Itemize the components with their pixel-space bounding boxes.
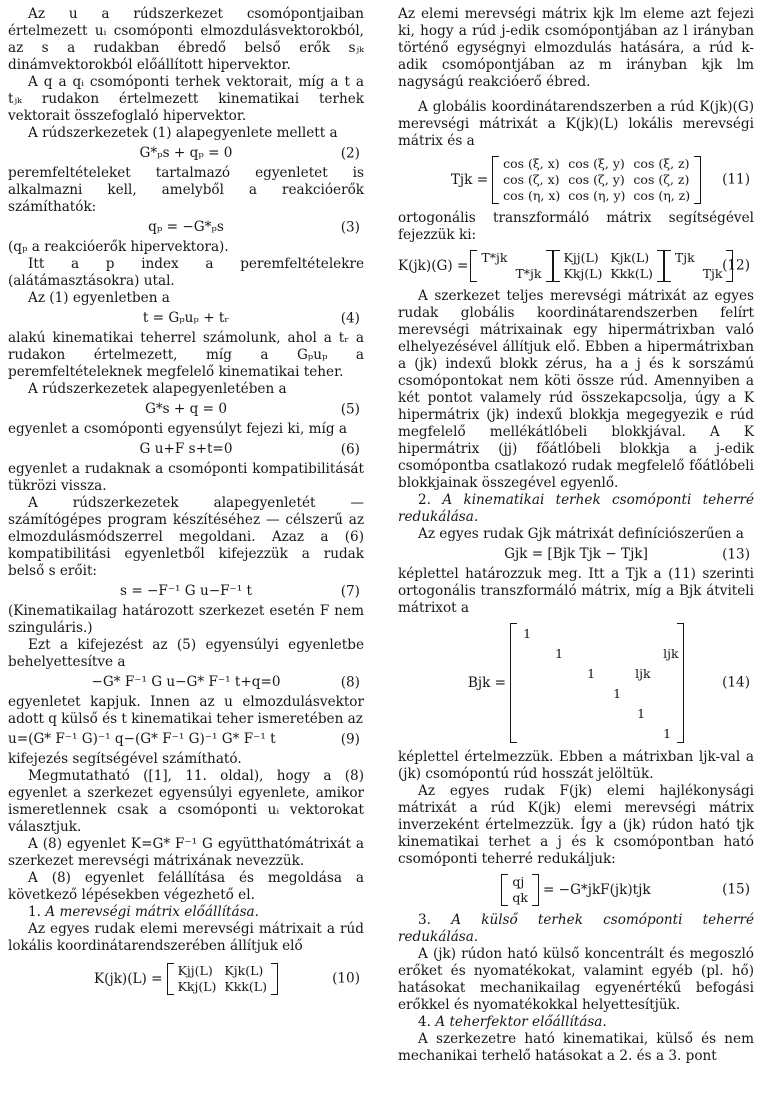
equation-4: t = Gₚuₚ + tᵣ (4): [142, 310, 360, 326]
paragraph: Megmutatható ([1], 11. oldal), hogy a (8) egyenlet a szerkezet egyensúlyi egyenlete, amikor ismeretlennek csak a csomóponti uᵢ vektorokat választjuk.: [8, 768, 364, 835]
paragraph: (qₚ a reakcióerők hipervektora).: [8, 239, 229, 255]
equation-9: u=(G* F⁻¹ G)⁻¹ q−(G* F⁻¹ G)⁻¹ G* F⁻¹ t (9): [8, 731, 360, 747]
paragraph: egyenletet kapjuk. Innen az u elmozdulásvektor adott q külső és t kinematikai teher ismeretében az: [8, 694, 364, 727]
paragraph: Az elemi merevségi mátrix kjk lm eleme azt fejezi ki, hogy a rúd j-edik csomópontjában az l irányban történő egységnyi elmozdulás hatására, a rúd k-adik csomópontjában az m irányban kjk lm nagyságú reakcióerő ébred.: [398, 6, 754, 90]
equation-2: G*ₚs + qₚ = 0 (2): [139, 145, 360, 161]
equation-13: Gjk = [Bjk Tjk − Tjk] (13): [504, 546, 750, 562]
paragraph: A q a qᵢ csomóponti terhek vektorait, míg a t a tⱼₖ rudakon értelmezett kinematikai terhek vektorait összefoglaló hipervektor.: [8, 74, 364, 124]
section-heading-4: 4. A teherfektor előállítása.: [418, 1014, 607, 1030]
section-heading-3: 3. A külső terhek csomóponti teherré redukálása.: [398, 912, 754, 945]
equation-7: s = −F⁻¹ G u−F⁻¹ t (7): [120, 583, 360, 599]
paragraph: képlettel határozzuk meg. Itt a Tjk a (11) szerinti ortogonális transzformáló mátrix, míg a Bjk átviteli mátrixot a: [398, 566, 754, 616]
paragraph: alakú kinematikai teherrel számolunk, ahol a tᵣ a rudakon értelmezett, míg a Gₚuₚ a peremfeltételeknek megfelelő kinematikai teher.: [8, 330, 364, 380]
paragraph: egyenlet a csomóponti egyensúlyt fejezi ki, míg a: [8, 421, 347, 437]
paragraph: egyenlet a rudaknak a csomóponti kompatibilitását tükrözi vissza.: [8, 461, 364, 494]
equation-8: −G* F⁻¹ G u−G* F⁻¹ t+q=0 (8): [91, 674, 360, 690]
right-column: [398, 6, 754, 1065]
paragraph: A rúdszerkezetek (1) alapegyenlete mellett a: [28, 125, 338, 141]
equation-15: qj qk = −G*jkF(jk)tjk (15): [398, 874, 754, 906]
equation-6: G u+F s+t=0 (6): [139, 441, 360, 457]
paragraph: ortogonális transzformáló mátrix segítségével fejezzük ki:: [398, 210, 754, 243]
paragraph: képlettel értelmezzük. Ebben a mátrixban ljk-val a (jk) csomópontú rúd hosszát jelöltük.: [398, 749, 754, 782]
paragraph: A rúdszerkezetek alapegyenletét — számítógépes program készítéséhez — célszerű az elmozdulásmódszerrel megoldani. Azaz a (6) kompatibilitási egyenletből kifejezzük a rudak belső s erőit:: [8, 495, 364, 579]
paragraph: A globális koordinátarendszerben a rúd K(jk)(G) merevségi mátrixát a K(jk)(L) lokális merevségi mátrix és a: [398, 99, 754, 149]
paragraph: A (jk) rúdon ható külső koncentrált és megoszló erőket és nyomatékokat, valamint egyéb (pl. hő) hatásokat mechanikailag egyenértékű befogási erőkkel és nyomatékokkal helyettesítjük.: [398, 946, 754, 1013]
paragraph: Az u a rúdszerkezet csomópontjaiban értelmezett uᵢ csomóponti elmozdulásvektorokból, az s a rudakban ébredő belső erők sⱼₖ dinámvektorokból előállított hipervektor.: [8, 6, 364, 73]
paragraph: Az egyes rudak elemi merevségi mátrixait a rúd lokális koordinátarendszerében állítjuk elő: [8, 921, 364, 954]
paragraph: Az (1) egyenletben a: [28, 290, 170, 306]
matrix-b-transfer: 1 1 1 1 1 1 ljk ljk: [523, 626, 679, 741]
paragraph: A szerkezet teljes merevségi mátrixát az egyes rudak globális koordinátarendszerben felírt merevségi mátrixainak egy hipermátrixban való elhelyezésével állítjuk elő. Ebben a hipermátrixban a (jk) indexű blokk zérus, ha a j és k sorszámú csomópontokat nem köti össze rúd. Amennyiben a két pontot valamely rúd összekapcsolja, úgy a K hipermátrix (jk) indexű blokkja megegyezik e rúd megfelelő mellékátlóbeli blokkjával. A K hipermátrix (jj) főátlóbeli blokkja a j-edik csomópontba csatlakozó rudak megfelelő főátlóbeli blokkjainak összegével egyenlő.: [398, 288, 754, 491]
matrix-t-transform: cos (ξ, x) cos (ξ, y) cos (ξ, z) cos (ζ, x) cos (ζ, y) cos (ζ, z) cos (η, x) cos (η, y) cos (η, z): [503, 156, 691, 203]
paragraph: A rúdszerkezetek alapegyenletében a: [28, 381, 287, 397]
paragraph: kifejezés segítségével számítható.: [8, 751, 242, 767]
equation-12: K(jk)(G) = T*jk T*jk Kjj(L) Kjk(L) Kkj(L) Kkk(L) Tjk Tjk (12): [398, 250, 750, 281]
paragraph: Az egyes rudak Gjk mátrixát definíciószerűen a: [418, 526, 744, 542]
section-heading-2: 2. A kinematikai terhek csomóponti teherré redukálása.: [398, 492, 754, 525]
paragraph: A szerkezetre ható kinematikai, külső és nem mechanikai terhelő hatásokat a 2. és a 3. pont: [398, 1031, 754, 1064]
equation-14: Bjk = 1 1 1 1 1 1 ljk ljk (14): [398, 623, 754, 743]
equation-11: Tjk = cos (ξ, x) cos (ξ, y) cos (ξ, z) cos (ζ, x) cos (ζ, y) cos (ζ, z) cos (η, x) cos (η, y) cos (η, z) (11): [450, 156, 750, 203]
equation-5: G*s + q = 0 (5): [144, 401, 360, 417]
paragraph: Az egyes rudak F(jk) elemi hajlékonysági mátrixát a rúd K(jk) elemi merevségi mátrix inverzeként értelmezzük. Így a (jk) rúdon ható tjk kinematikai terhet a j és k csomópontban ható csomóponti teherré redukáljuk:: [398, 783, 754, 867]
paragraph: (Kinematikailag határozott szerkezet esetén F nem szinguláris.): [8, 603, 364, 636]
paragraph: A (8) egyenlet K=G* F⁻¹ G együtthatómátrixát a szerkezet merevségi mátrixának nevezzük.: [8, 836, 364, 869]
paragraph: Itt a p index a peremfeltételekre (alátámasztásokra) utal.: [8, 256, 364, 289]
paragraph: A (8) egyenlet felállítása és megoldása a következő lépésekben végezhető el.: [8, 870, 364, 903]
section-heading-1: 1. A merevségi mátrix előállítása.: [28, 904, 259, 920]
equation-3: qₚ = −G*ₚs (3): [148, 219, 360, 235]
paragraph: Ezt a kifejezést az (5) egyensúlyi egyenletbe behelyettesítve a: [8, 637, 364, 670]
left-column: [8, 6, 364, 998]
equation-10: K(jk)(L) = Kjj(L) Kjk(L) Kkj(L) Kkk(L) (10): [94, 963, 360, 994]
matrix-k-local: Kjj(L) Kjk(L) Kkj(L) Kkk(L): [177, 963, 267, 994]
paragraph: peremfeltételeket tartalmazó egyenletet is alkalmazni kell, amelyből a reakcióerők számíthatók:: [8, 165, 364, 215]
